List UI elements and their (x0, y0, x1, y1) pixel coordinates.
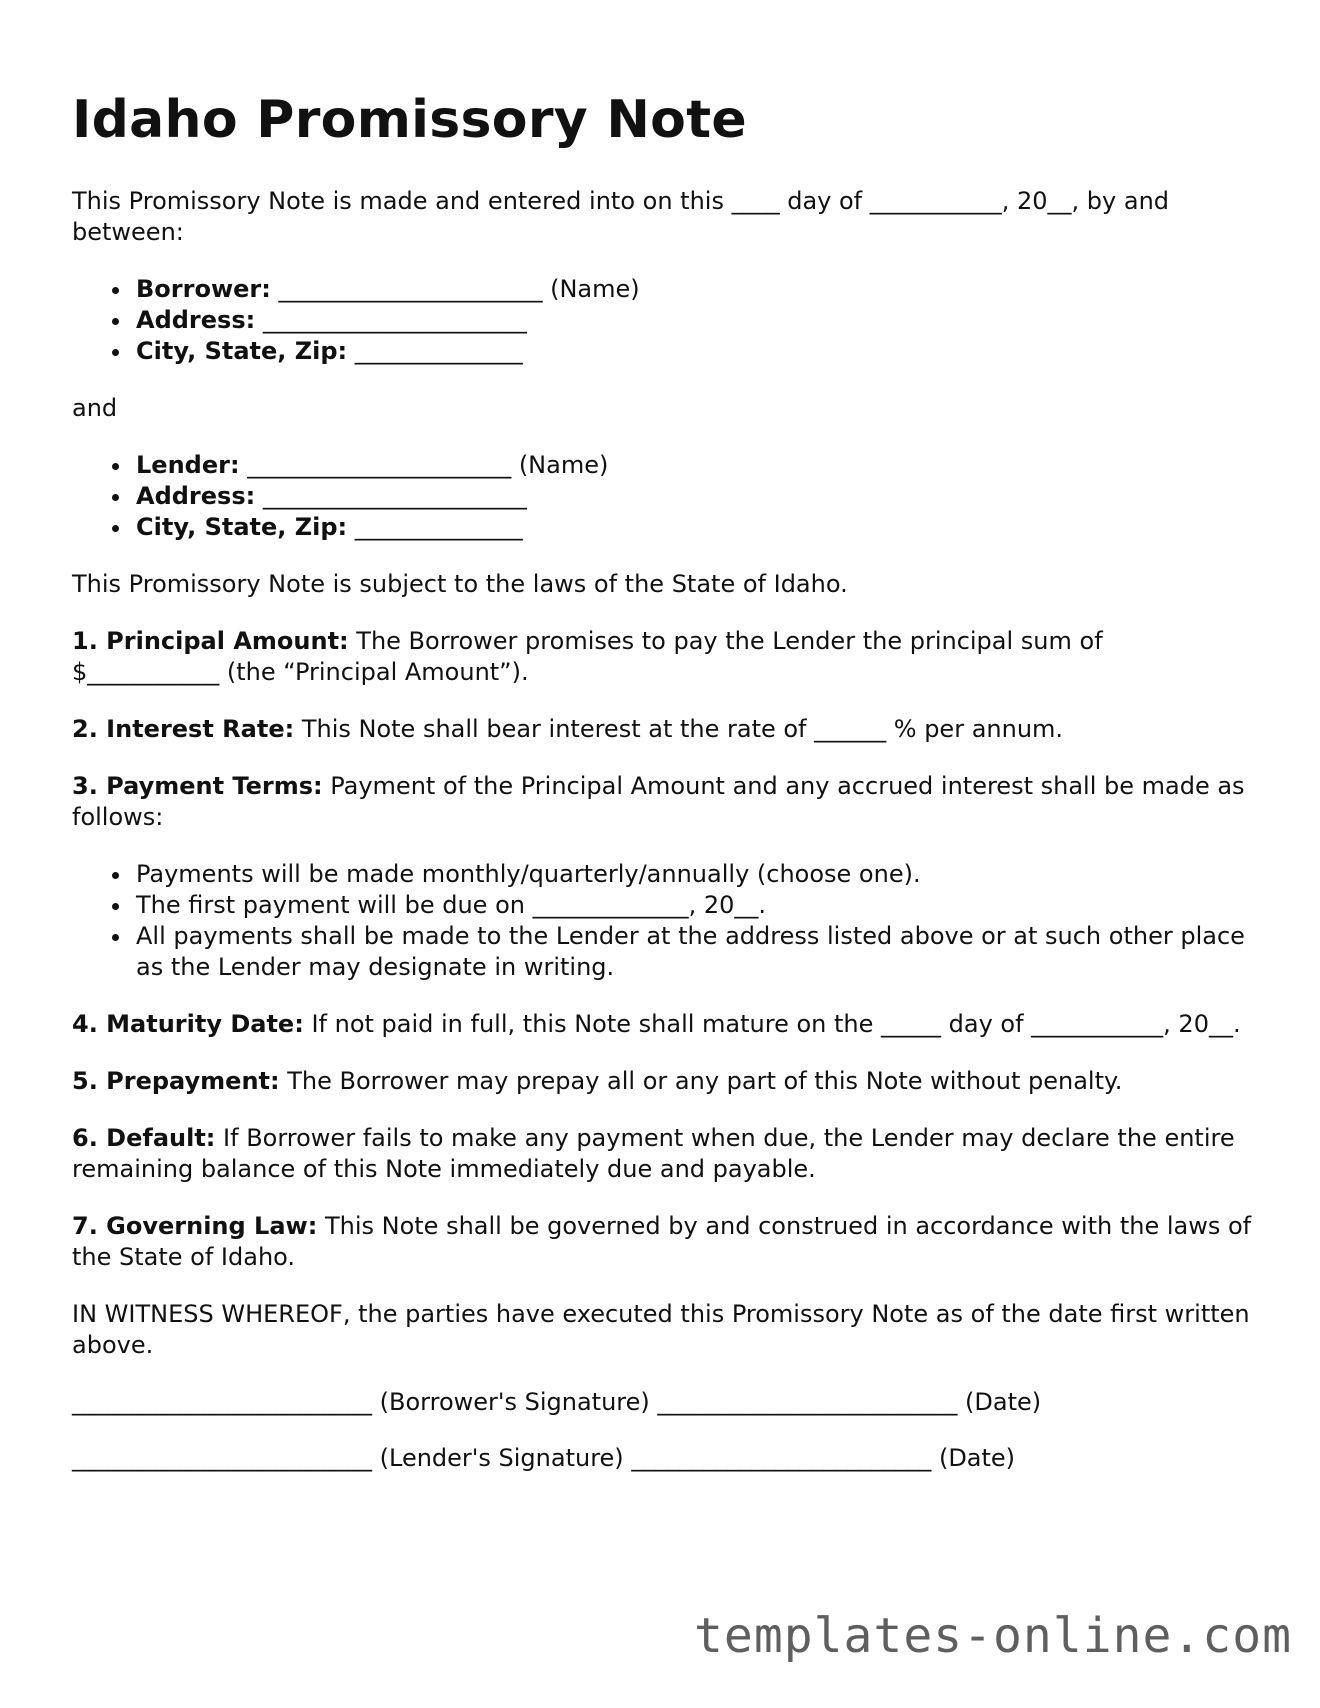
section-heading: 7. Governing Law: (72, 1212, 318, 1240)
section-text: If Borrower fails to make any payment when due, the Lender may declare the entire remaining balance of this Note immediately due and payable. (72, 1124, 1235, 1183)
borrower-address-blank: ______________________ (262, 306, 527, 334)
lender-address-item (136, 481, 1252, 512)
section-text: If not paid in full, this Note shall mature on the _____ day of ___________, 20__. (311, 1010, 1241, 1038)
section-heading: 4. Maturity Date: (72, 1010, 304, 1038)
date-blank: _________________________ (631, 1444, 932, 1472)
witness-paragraph: IN WITNESS WHEREOF, the parties have executed this Promissory Note as of the date first written above. (72, 1300, 1250, 1359)
date-label: (Date) (965, 1388, 1042, 1416)
borrower-list (72, 274, 1252, 367)
section-text: This Note shall be governed by and construed in accordance with the laws of the State of Idaho. (72, 1212, 1252, 1271)
lender-name-item (136, 450, 1252, 481)
section-heading: 1. Principal Amount: (72, 627, 349, 655)
signature-blank: _________________________ (72, 1444, 372, 1472)
payment-term-item: All payments shall be made to the Lender at the address listed above or at such other place as the Lender may designate in writing. (136, 921, 1252, 983)
payment-term-item: Payments will be made monthly/quarterly/annually (choose one). (136, 859, 1252, 890)
watermark-text: templates-online.com (694, 1608, 1292, 1664)
lender-address-blank: ______________________ (262, 482, 527, 510)
payment-terms-list (72, 859, 1252, 983)
borrower-city-blank: ______________ (354, 337, 523, 365)
signature-label: (Lender's Signature) (379, 1444, 624, 1472)
lender-signature-line (72, 1443, 1252, 1474)
section-heading: 6. Default: (72, 1124, 216, 1152)
section-heading: 5. Prepayment: (72, 1067, 280, 1095)
page-title: Idaho Promissory Note (72, 90, 747, 150)
borrower-city-label: City, State, Zip: (136, 337, 348, 365)
section-payment-terms (72, 771, 1252, 833)
borrower-name-item (136, 274, 1252, 305)
section-text: The Borrower may prepay all or any part of this Note without penalty. (287, 1067, 1123, 1095)
lender-address-label: Address: (136, 482, 256, 510)
section-governing-law (72, 1211, 1252, 1273)
payment-term-item: The first payment will be due on _____________, 20__. (136, 890, 1252, 921)
and-text: and (72, 394, 118, 422)
section-prepayment (72, 1066, 1252, 1097)
document-page (72, 88, 1252, 1499)
lender-city-blank: ______________ (354, 513, 523, 541)
section-default (72, 1123, 1252, 1185)
intro-paragraph: This Promissory Note is made and entered into on this ____ day of ___________, 20__, by and between: (72, 187, 1170, 246)
section-principal-amount (72, 626, 1252, 688)
section-heading: 3. Payment Terms: (72, 772, 323, 800)
borrower-city-item (136, 336, 1252, 367)
lender-label: Lender: (136, 451, 240, 479)
borrower-signature-line (72, 1387, 1252, 1418)
lender-list (72, 450, 1252, 543)
section-interest-rate (72, 714, 1252, 745)
date-blank: _________________________ (657, 1388, 958, 1416)
lender-city-item (136, 512, 1252, 543)
signature-label: (Borrower's Signature) (379, 1388, 650, 1416)
section-maturity-date (72, 1009, 1252, 1040)
lender-city-label: City, State, Zip: (136, 513, 348, 541)
section-text: This Note shall bear interest at the rate of ______ % per annum. (301, 715, 1064, 743)
section-heading: 2. Interest Rate: (72, 715, 295, 743)
borrower-name-blank: ______________________ (Name) (278, 275, 640, 303)
section-text: The Borrower promises to pay the Lender the principal sum of $___________ (the “Principal Amount”). (72, 627, 1103, 686)
borrower-label: Borrower: (136, 275, 271, 303)
subject-paragraph: This Promissory Note is subject to the laws of the State of Idaho. (72, 570, 848, 598)
lender-name-blank: ______________________ (Name) (247, 451, 609, 479)
signature-blank: _________________________ (72, 1388, 372, 1416)
borrower-address-label: Address: (136, 306, 256, 334)
date-label: (Date) (938, 1444, 1016, 1472)
section-text: Payment of the Principal Amount and any accrued interest shall be made as follows: (72, 772, 1245, 831)
borrower-address-item (136, 305, 1252, 336)
